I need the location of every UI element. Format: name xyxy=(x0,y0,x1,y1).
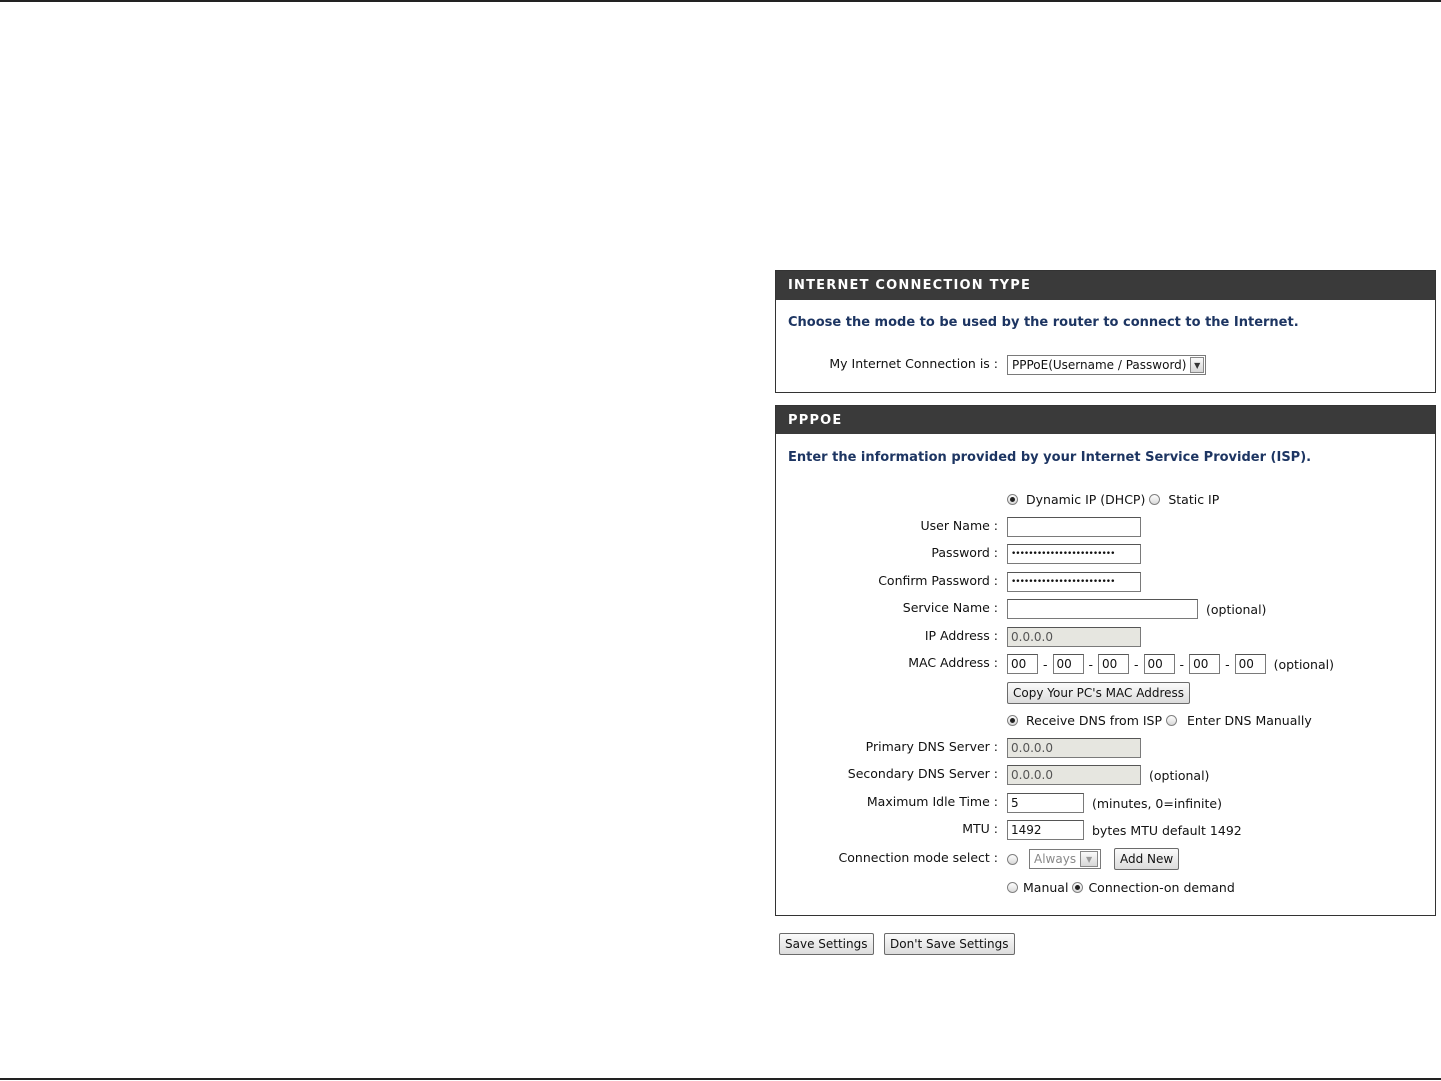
panel-intro: Enter the information provided by your Internet Service Provider (ISP). xyxy=(788,450,1312,465)
static-ip-label: Static IP xyxy=(1168,491,1220,507)
mtu-row xyxy=(776,818,1435,842)
service-name-label: Service Name : xyxy=(902,600,998,615)
chevron-down-icon: ▼ xyxy=(1190,357,1204,373)
mtu-note: bytes MTU default 1492 xyxy=(1092,822,1242,838)
ip-address-input[interactable] xyxy=(1007,627,1141,647)
dont-save-settings-button[interactable]: Don't Save Settings xyxy=(884,933,1015,955)
schedule-value: Always xyxy=(1034,852,1077,866)
dynamic-ip-label: Dynamic IP (DHCP) xyxy=(1026,491,1146,507)
max-idle-time-label: Maximum Idle Time : xyxy=(866,794,998,809)
service-name-optional-note: (optional) xyxy=(1206,601,1267,617)
top-divider xyxy=(0,0,1441,2)
connection-type-value: PPPoE(Username / Password) xyxy=(1012,358,1187,372)
mtu-input[interactable] xyxy=(1007,820,1084,840)
panel-header xyxy=(776,406,1435,434)
max-idle-time-row xyxy=(776,791,1435,815)
mtu-label: MTU : xyxy=(962,821,998,836)
static-ip-radio[interactable] xyxy=(1149,494,1160,505)
add-new-schedule-button[interactable]: Add New xyxy=(1114,848,1179,870)
mac-separator: - xyxy=(1088,656,1094,672)
primary-dns-input[interactable] xyxy=(1007,738,1141,758)
primary-dns-row xyxy=(776,736,1435,760)
confirm-password-row xyxy=(776,570,1435,594)
manual-dns-radio[interactable] xyxy=(1166,715,1177,726)
bottom-divider xyxy=(0,1078,1441,1080)
dns-mode-row xyxy=(776,708,1435,732)
connection-type-select[interactable] xyxy=(1007,355,1206,375)
mac-separator: - xyxy=(1134,656,1139,672)
always-on-radio[interactable] xyxy=(1007,854,1018,865)
connect-on-demand-radio[interactable] xyxy=(1072,882,1083,893)
user-name-row xyxy=(776,515,1435,539)
user-name-input[interactable] xyxy=(1007,517,1141,537)
secondary-dns-label: Secondary DNS Server : xyxy=(847,766,998,781)
chevron-down-icon: ▼ xyxy=(1080,851,1098,867)
connection-mode-label: Connection mode select : xyxy=(838,850,998,865)
connection-mode-options-row xyxy=(776,875,1435,899)
pppoe-panel xyxy=(775,405,1436,916)
confirm-password-label: Confirm Password : xyxy=(878,573,998,588)
manual-connect-radio[interactable] xyxy=(1007,882,1018,893)
password-input[interactable] xyxy=(1007,544,1141,564)
max-idle-time-input[interactable] xyxy=(1007,793,1084,813)
copy-mac-row xyxy=(776,681,1435,705)
mac-separator: - xyxy=(1043,656,1048,672)
primary-dns-label: Primary DNS Server : xyxy=(865,739,998,754)
receive-dns-radio[interactable] xyxy=(1007,715,1018,726)
mac-octet-input[interactable] xyxy=(1007,654,1038,674)
mac-octet-input[interactable] xyxy=(1235,654,1266,674)
manual-connect-label: Manual xyxy=(1023,879,1069,895)
mac-separator: - xyxy=(1179,656,1185,672)
secondary-dns-row xyxy=(776,763,1435,787)
secondary-dns-input[interactable] xyxy=(1007,765,1141,785)
schedule-select[interactable] xyxy=(1029,849,1101,869)
mac-octet-input[interactable] xyxy=(1144,654,1175,674)
connection-type-label: My Internet Connection is : xyxy=(829,356,998,371)
password-label: Password : xyxy=(931,545,998,560)
panel-intro: Choose the mode to be used by the router to connect to the Internet. xyxy=(788,315,1299,330)
mac-octet-input[interactable] xyxy=(1189,654,1220,674)
user-name-label: User Name : xyxy=(920,518,998,533)
receive-dns-label: Receive DNS from ISP xyxy=(1026,712,1163,728)
panel-title: PPPOE xyxy=(788,413,843,428)
dynamic-ip-radio[interactable] xyxy=(1007,494,1018,505)
connection-type-row xyxy=(776,353,1435,377)
mac-address-row xyxy=(776,652,1435,676)
mac-octet-input[interactable] xyxy=(1098,654,1129,674)
ip-address-label: IP Address : xyxy=(924,628,998,643)
ip-address-row xyxy=(776,625,1435,649)
manual-dns-label: Enter DNS Manually xyxy=(1187,712,1312,728)
connection-mode-row xyxy=(776,847,1435,871)
connect-on-demand-label: Connection-on demand xyxy=(1088,879,1235,895)
mac-optional-note: (optional) xyxy=(1273,656,1334,672)
internet-connection-type-panel xyxy=(775,270,1436,393)
password-row xyxy=(776,542,1435,566)
mac-address-label: MAC Address : xyxy=(908,655,998,670)
service-name-input[interactable] xyxy=(1007,599,1198,619)
mac-octet-input[interactable] xyxy=(1053,654,1084,674)
ip-mode-row xyxy=(776,487,1435,511)
secondary-dns-optional-note: (optional) xyxy=(1149,767,1210,783)
mac-separator: - xyxy=(1225,656,1230,672)
copy-mac-address-button[interactable]: Copy Your PC's MAC Address xyxy=(1007,682,1190,704)
panel-title: INTERNET CONNECTION TYPE xyxy=(788,278,1032,293)
max-idle-time-note: (minutes, 0=infinite) xyxy=(1092,795,1222,811)
confirm-password-input[interactable] xyxy=(1007,572,1141,592)
service-name-row xyxy=(776,597,1435,621)
panel-header xyxy=(776,271,1435,300)
save-settings-button[interactable]: Save Settings xyxy=(779,933,874,955)
